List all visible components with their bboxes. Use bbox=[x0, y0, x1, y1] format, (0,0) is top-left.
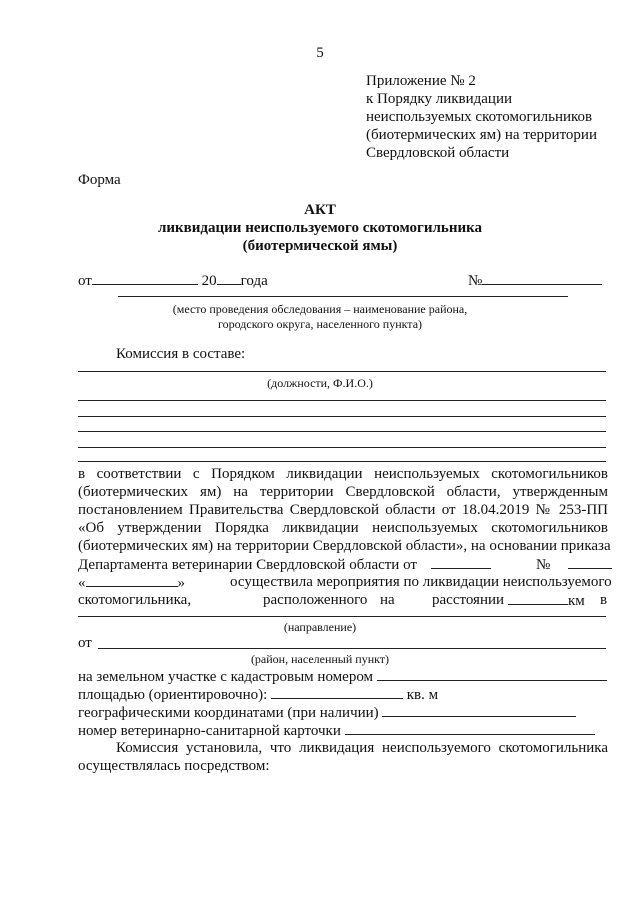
page-number: 5 bbox=[316, 45, 324, 61]
title-line: АКТ bbox=[304, 202, 336, 218]
district-caption: (район, населенный пункт) bbox=[250, 652, 390, 666]
coordinates-blank bbox=[382, 703, 576, 717]
coordinates-label: географическими координатами (при наличии) bbox=[78, 705, 379, 721]
activity-line bbox=[78, 573, 185, 592]
order-number-sign: № bbox=[536, 557, 551, 573]
year-blank bbox=[217, 271, 241, 285]
year-suffix: года bbox=[240, 273, 268, 289]
form-label: Форма bbox=[78, 172, 121, 188]
area-label: площадью (ориентировочно): bbox=[78, 687, 268, 703]
commission-line bbox=[78, 371, 606, 372]
appendix-line: Свердловской области bbox=[366, 145, 510, 161]
activity-date-blank bbox=[86, 573, 178, 587]
close-quote: » bbox=[177, 575, 185, 591]
area-blank bbox=[271, 685, 403, 699]
number-blank bbox=[482, 271, 602, 285]
commission-line bbox=[78, 447, 606, 448]
km-unit: км bbox=[568, 593, 585, 609]
date-from-label: от bbox=[78, 273, 92, 289]
title-line: (биотермической ямы) bbox=[242, 238, 398, 254]
area-unit: кв. м bbox=[406, 687, 439, 703]
place-line bbox=[118, 296, 568, 297]
location-word: расположенного bbox=[263, 592, 368, 608]
place-caption: городского округа, населенного пункта) bbox=[217, 317, 423, 331]
distance-blank bbox=[508, 591, 568, 605]
vet-card-blank bbox=[345, 721, 595, 735]
act-number-field bbox=[468, 271, 602, 290]
order-text: Департамента ветеринарии Свердловской области от bbox=[78, 557, 417, 573]
commission-intro: Комиссия в составе: bbox=[116, 346, 246, 362]
positions-caption: (должности, Ф.И.О.) bbox=[267, 376, 373, 390]
vet-card-label: номер ветеринарно-санитарной карточки bbox=[78, 723, 341, 739]
commission-line bbox=[78, 461, 606, 462]
year-prefix: 20 bbox=[201, 273, 217, 289]
body-line: (биотермических ям) на территории Свердловской области, утвержденным bbox=[78, 484, 608, 500]
body-line: в соответствии с Порядком ликвидации неиспользуемых скотомогильников bbox=[78, 466, 608, 482]
cadastral-field bbox=[78, 667, 607, 686]
appendix-line: Приложение № 2 bbox=[366, 73, 476, 89]
cadastral-blank bbox=[377, 667, 607, 681]
from-label: от bbox=[78, 635, 92, 651]
established-line: осуществлялась посредством: bbox=[78, 758, 270, 774]
commission-line bbox=[78, 416, 606, 417]
body-line: (биотермических ям) на территории Свердловской области», на основании приказа bbox=[78, 538, 611, 554]
distance-field bbox=[508, 591, 585, 610]
location-word: расстоянии bbox=[432, 592, 505, 608]
activity-text: осуществила мероприятия по ликвидации неиспользуемого bbox=[230, 574, 612, 590]
appendix-line: (биотермических ям) на территории bbox=[366, 127, 597, 143]
vet-card-field bbox=[78, 721, 595, 740]
established-line: Комиссия установила, что ликвидация неиспользуемого скотомогильника bbox=[116, 740, 608, 756]
commission-line bbox=[78, 400, 606, 401]
order-date-blank bbox=[431, 555, 491, 569]
title-line: ликвидации неиспользуемого скотомогильника bbox=[157, 220, 483, 236]
cadastral-label: на земельном участке с кадастровым номером bbox=[78, 669, 374, 685]
place-caption: (место проведения обследования – наименование района, bbox=[172, 302, 468, 316]
location-word: в bbox=[600, 592, 608, 608]
date-blank bbox=[92, 271, 198, 285]
district-line bbox=[98, 648, 606, 649]
direction-line bbox=[78, 616, 606, 617]
appendix-line: к Порядку ликвидации bbox=[366, 91, 513, 107]
order-number bbox=[536, 555, 612, 574]
number-sign: № bbox=[468, 273, 483, 289]
date-field bbox=[78, 271, 268, 290]
direction-caption: (направление) bbox=[283, 620, 357, 634]
body-line: постановлением Правительства Свердловской области от 18.04.2019 № 253-ПП bbox=[78, 502, 608, 518]
body-line: «Об утверждении Порядка ликвидации неиспользуемых скотомогильников bbox=[78, 520, 608, 536]
order-line bbox=[78, 555, 491, 574]
order-number-blank bbox=[568, 555, 612, 569]
coordinates-field bbox=[78, 703, 576, 722]
open-quote: « bbox=[78, 575, 86, 591]
area-field bbox=[78, 685, 438, 704]
appendix-line: неиспользуемых скотомогильников bbox=[366, 109, 593, 125]
commission-line bbox=[78, 431, 606, 432]
location-word: на bbox=[380, 592, 395, 608]
location-word: скотомогильника, bbox=[78, 592, 192, 608]
